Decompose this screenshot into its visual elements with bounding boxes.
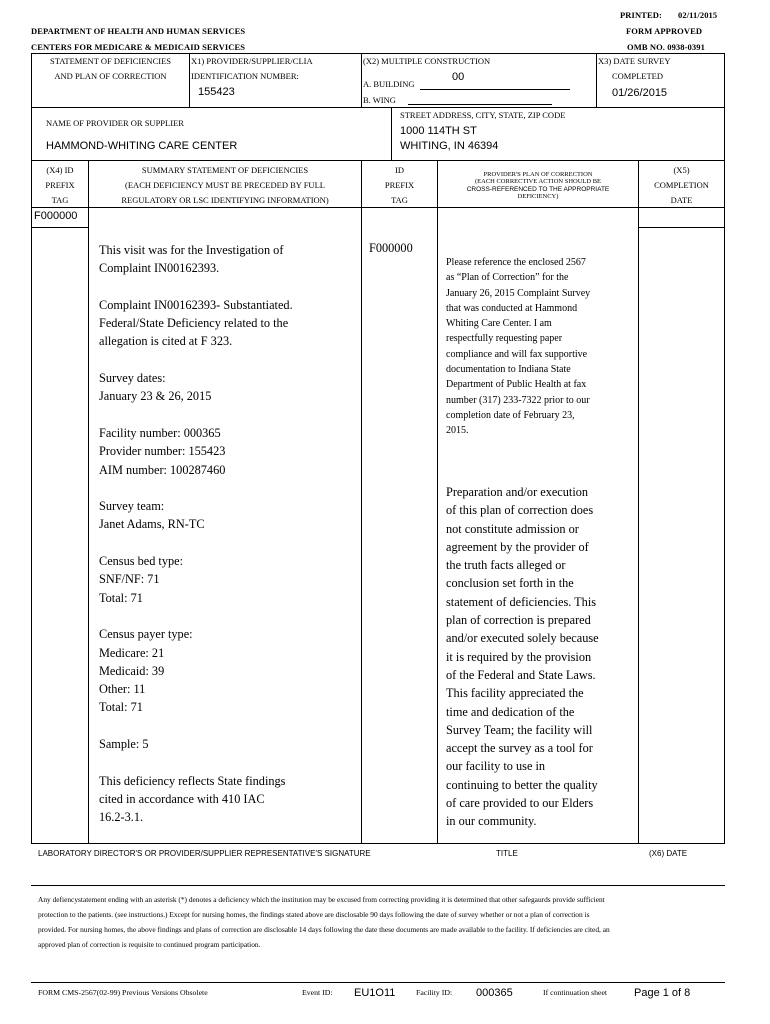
address-line-1: 1000 114TH ST xyxy=(400,125,477,137)
form-approved: FORM APPROVED xyxy=(626,26,703,36)
id-header-3: TAG xyxy=(391,195,408,205)
top-box-divider xyxy=(31,107,724,108)
facility-id-value: 000365 xyxy=(476,987,513,999)
plan-header-4: DEFICIENCY) xyxy=(517,193,559,201)
footer-top-border xyxy=(31,982,725,983)
x4-header-1: (X4) ID xyxy=(46,165,74,175)
director-signature-label: LABORATORY DIRECTOR'S OR PROVIDER/SUPPLIER REPRESENTATIVE'S SIGNATURE xyxy=(38,849,371,858)
statement-label-2: AND PLAN OF CORRECTION xyxy=(54,71,167,81)
tag-right: F000000 xyxy=(369,241,413,255)
preparation-disclaimer-text: Preparation and/or execution of this plan of correction does not constitute admission or agreement by the provider of the truth facts alleged or conclusion set forth in the statement of deficiencies. This plan of correction is prepared and/or executed solely because it is required by the provision of the Federal and State Laws. This facility appreciated the time and dedication of the Survey Team; the facility will accept the survey as a tool for our facility to use in continuing to better the quality of care provided to our Elders in our community. xyxy=(446,485,599,829)
col-divider-4 xyxy=(638,160,639,843)
continuation-label: If continuation sheet xyxy=(543,988,608,997)
form-number: FORM CMS-2567(02-99) Previous Versions Obsolete xyxy=(38,988,208,997)
summary-header-1: SUMMARY STATEMENT OF DEFICIENCIES xyxy=(141,165,309,175)
plan-header-3: CROSS-REFERENCED TO THE APPROPRIATE xyxy=(466,185,610,193)
multiple-construction-label: (X2) MULTIPLE CONSTRUCTION xyxy=(363,56,491,66)
event-id-label: Event ID: xyxy=(302,988,333,997)
x5-header-2: COMPLETION xyxy=(654,180,709,190)
deficiency-disclaimer: Any defiencystatement ending with an asterisk (*) denotes a deficiency which the institution may be excused from correcting providing it is determined that other safegaurds provide sufficient protection to the patients. (see instructions.) Except for nursing homes, the findings stated above are disclosable 90 days following the date of survey whether or not a plan of correction is provided. For nursing homes, the above findings and plans of correction are disclosable 14 days following the date these documents are made available to the facility. If deficiencies are cited, an approved plan of correction is requisite to continued program participation. xyxy=(38,895,610,949)
col-divider-2 xyxy=(361,160,362,843)
plan-of-correction-text: Please reference the enclosed 2567 as “Plan of Correction” for the January 26, 2015 Complaint Survey that was conducted at Hammond Whiting Care Center. I am respectfully requesting paper compliance and will fax supportive documentation to Indiana State Department of Public Health at fax number (317) 233-7322 prior to our completion date of February 23, 2015. xyxy=(446,257,591,437)
divider-x3 xyxy=(596,53,597,107)
col-divider-3 xyxy=(437,160,438,843)
summary-header-3: REGULATORY OR LSC IDENTIFYING INFORMATION) xyxy=(121,195,329,205)
divider-x2 xyxy=(361,53,362,107)
building-underline xyxy=(420,89,570,90)
page-number: Page 1 of 8 xyxy=(634,987,691,999)
summary-header-2: (EACH DEFICIENCY MUST BE PRECEDED BY FULL xyxy=(125,180,325,190)
signature-row-bottom xyxy=(31,885,725,886)
x4-header-3: TAG xyxy=(51,195,69,205)
tag-row-line-left xyxy=(31,227,89,228)
omb-number: OMB NO. 0938-0391 xyxy=(627,42,705,52)
printed-date: 02/11/2015 xyxy=(678,10,718,20)
column-header-top-border xyxy=(31,160,724,161)
provider-name-label: NAME OF PROVIDER OR SUPPLIER xyxy=(46,118,184,128)
title-label: TITLE xyxy=(496,849,518,858)
printed-label: PRINTED: xyxy=(620,10,662,20)
tag-left: F000000 xyxy=(34,210,78,222)
address-label: STREET ADDRESS, CITY, STATE, ZIP CODE xyxy=(400,110,566,120)
table-bottom-border xyxy=(31,843,725,844)
building-value: 00 xyxy=(452,71,465,83)
top-box-top-border xyxy=(31,53,724,54)
x6-date-label: (X6) DATE xyxy=(649,849,688,858)
x5-header-3: DATE xyxy=(670,195,693,205)
x4-header-2: PREFIX xyxy=(45,180,75,190)
completed-label: COMPLETED xyxy=(612,71,663,81)
event-id-value: EU1O11 xyxy=(354,987,396,999)
right-border xyxy=(724,53,725,843)
department-name: DEPARTMENT OF HEALTH AND HUMAN SERVICES xyxy=(31,26,246,36)
date-survey-value: 01/26/2015 xyxy=(612,87,668,99)
divider-x1 xyxy=(189,53,190,107)
col-divider-1 xyxy=(88,160,89,843)
x5-header-1: (X5) xyxy=(673,165,690,175)
tag-row-line-right xyxy=(638,227,724,228)
centers-name: CENTERS FOR MEDICARE & MEDICAID SERVICES xyxy=(31,42,246,52)
date-survey-label: X3) DATE SURVEY xyxy=(598,56,671,66)
plan-header xyxy=(438,171,638,201)
id-header-1: ID xyxy=(395,165,404,175)
provider-id-label-2: IDENTIFICATION NUMBER: xyxy=(191,71,299,81)
id-header-2: PREFIX xyxy=(384,180,415,190)
divider-address xyxy=(391,107,392,160)
wing-underline xyxy=(408,104,552,105)
column-header-bottom-border xyxy=(31,207,724,208)
summary-statement: This visit was for the Investigation of Complaint IN00162393. Complaint IN00162393- Substantiated. Federal/State Deficiency related to the allegation is cited at F 323. Survey dates: January 23 & 26, 2015 Facility number: 000365 Provider number: 155423 AIM number: 100287460 Survey team: Janet Adams, RN-TC Census bed type: SNF/NF: 71 Total: 71 Census payer type: Medicare: 21 Medicaid: 39 Other: 11 Total: 71 Sample: 5 This deficiency reflects State findings cited in accordance with 410 IAC 16.2-3.1. xyxy=(99,243,293,825)
facility-id-label: Facility ID: xyxy=(416,988,453,997)
plan-header-1: PROVIDER'S PLAN OF CORRECTION xyxy=(483,171,593,178)
provider-id-value: 155423 xyxy=(198,86,235,98)
address-line-2: WHITING, IN 46394 xyxy=(400,140,499,152)
provider-id-label-1: X1) PROVIDER/SUPPLIER/CLIA xyxy=(191,56,313,66)
statement-label-1: STATEMENT OF DEFICIENCIES xyxy=(49,56,171,66)
wing-label: B. WING xyxy=(363,95,396,105)
provider-name-value: HAMMOND-WHITING CARE CENTER xyxy=(46,140,238,152)
plan-header-2: (EACH CORRECTIVE ACTION SHOULD BE xyxy=(474,178,602,186)
building-label: A. BUILDING xyxy=(363,79,415,89)
